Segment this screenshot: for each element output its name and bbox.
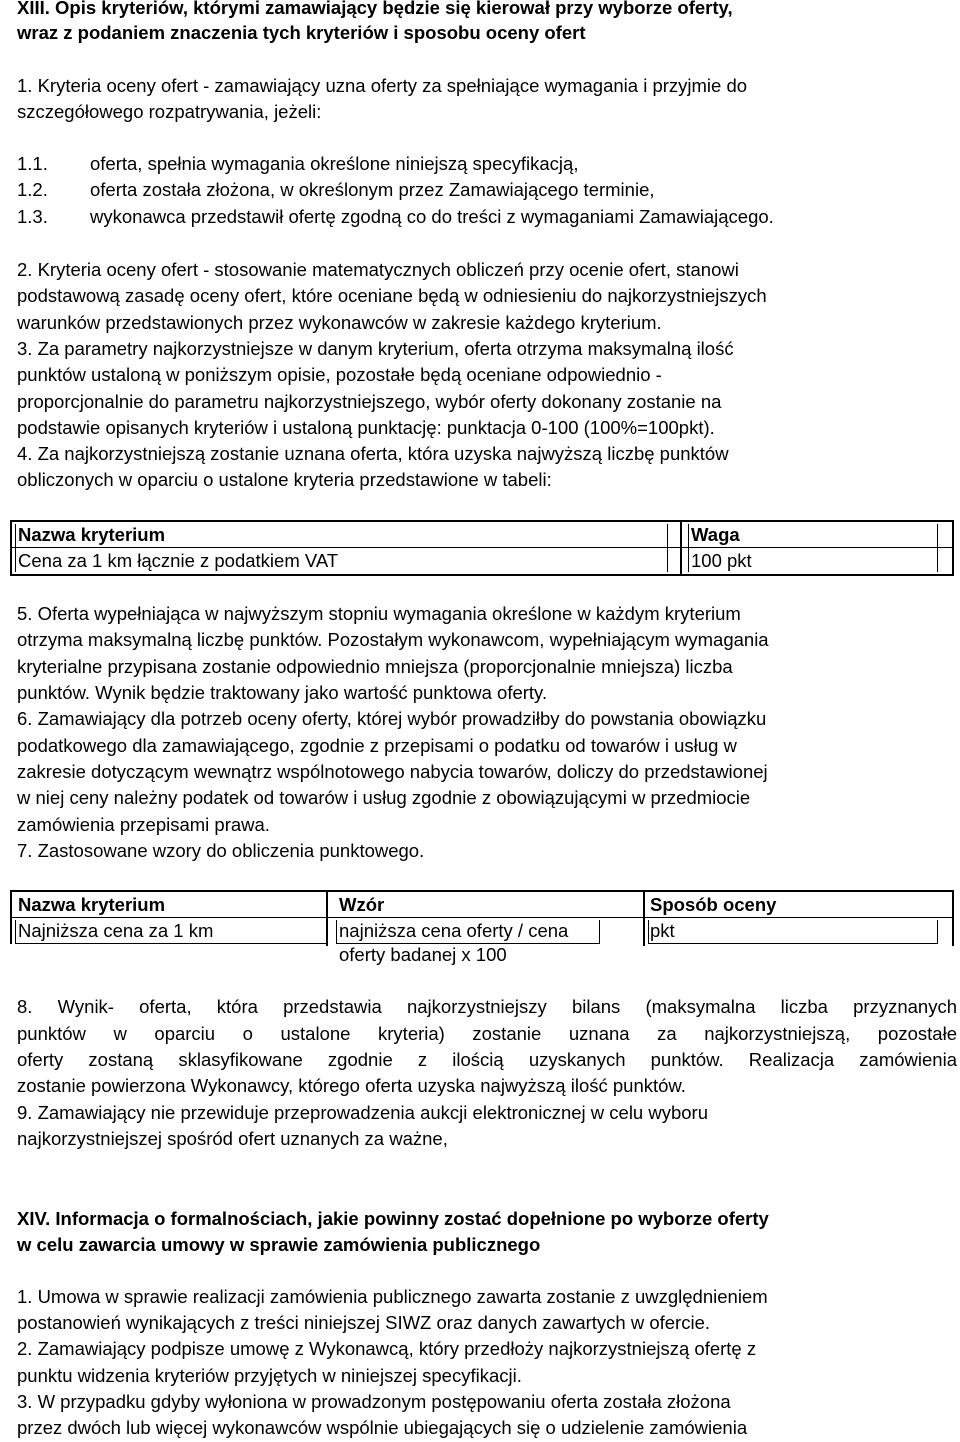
paragraph-8-line-4: zostanie powierzona Wykonawcy, którego oferta uzyska najwyższą ilość punktów. <box>17 1075 686 1096</box>
table-border <box>952 890 954 946</box>
table-border <box>15 920 16 944</box>
table-cell-formula-continued: oferty badanej x 100 <box>339 944 507 965</box>
paragraph-9-line-1: 9. Zamawiający nie przewiduje przeprowadzenia aukcji elektronicznej w celu wyboru <box>17 1102 708 1123</box>
sub-item-number: 1.1. <box>17 153 48 174</box>
section-14-item-3-line-1: 3. W przypadku gdyby wyłoniona w prowadzonym postępowaniu oferta została złożona <box>17 1391 731 1412</box>
paragraph-4-line-2: obliczonych w oparciu o ustalone kryteria przedstawione w tabeli: <box>17 469 552 490</box>
table-header-scoring: Sposób oceny <box>650 894 777 915</box>
section-13-heading-line-2: wraz z podaniem znaczenia tych kryteriów i sposobu oceny ofert <box>17 22 586 43</box>
table-border <box>648 920 649 944</box>
section-13-heading-line-1: XIII. Opis kryteriów, którymi zamawiający będzie się kierował przy wyborze oferty, <box>17 0 733 18</box>
sub-item-1-1 <box>17 153 578 175</box>
section-14-item-3-line-2: przez dwóch lub więcej wykonawców wspólnie ubiegających się o udzielenie zamówienia <box>17 1417 748 1438</box>
section-14-heading-line-1: XIV. Informacja o formalnościach, jakie powinny zostać dopełnione po wyborze oferty <box>17 1208 769 1229</box>
paragraph-3-line-2: punktów ustaloną w poniższym opisie, pozostałe będą oceniane odpowiednio - <box>17 364 662 385</box>
table-header-formula: Wzór <box>339 894 385 915</box>
table-border <box>326 890 328 946</box>
paragraph-6-line-5: zamówienia przepisami prawa. <box>17 814 270 835</box>
section-14-heading-line-2: w celu zawarcia umowy w sprawie zamówienia publicznego <box>17 1234 541 1255</box>
paragraph-7: 7. Zastosowane wzory do obliczenia punktowego. <box>17 840 425 861</box>
sub-item-1-3 <box>17 206 774 228</box>
table-cell-formula: najniższa cena oferty / cena <box>339 920 569 941</box>
paragraph-5-line-4: punktów. Wynik będzie traktowany jako wartość punktowa oferty. <box>17 682 548 703</box>
table-border <box>648 943 938 944</box>
table-border <box>10 890 12 944</box>
paragraph-1-line-1: 1. Kryteria oceny ofert - zamawiający uzna oferty za spełniające wymagania i przyjmie do <box>17 75 748 96</box>
paragraph-6-line-3: zakresie dotyczącym wewnątrz wspólnotowego nabycia towarów, doliczy do przedstawionej <box>17 761 768 782</box>
paragraph-3-line-4: podstawie opisanych kryteriów i ustaloną punktację: punktacja 0-100 (100%=100pkt). <box>17 417 715 438</box>
table-border <box>10 547 954 548</box>
table-cell-criterion: Najniższa cena za 1 km <box>18 920 214 941</box>
table-border <box>336 920 337 944</box>
table-border <box>15 524 16 572</box>
paragraph-8-line-1: 8. Wynik- oferta, która przedstawia najkorzystniejszy bilans (maksymalna liczba przyznanych <box>17 996 957 1017</box>
paragraph-4-line-1: 4. Za najkorzystniejszą zostanie uznana oferta, która uzyska najwyższą liczbę punktów <box>17 443 729 464</box>
table-border <box>10 520 12 576</box>
table-cell-weight: 100 pkt <box>691 550 752 571</box>
paragraph-9-line-2: najkorzystniejszej spośród ofert uznanych za ważne, <box>17 1128 448 1149</box>
sub-item-number: 1.2. <box>17 179 48 200</box>
paragraph-6-line-2: podatkowego dla zamawiającego, zgodnie z przepisami o podatku od towarów i usług w <box>17 735 737 756</box>
sub-item-text: oferta, spełnia wymagania określone niniejszą specyfikacją, <box>90 153 579 174</box>
sub-item-text: wykonawca przedstawił ofertę zgodną co do treści z wymaganiami Zamawiającego. <box>90 206 774 227</box>
section-14-item-2-line-1: 2. Zamawiający podpisze umowę z Wykonawcą, który przedłoży najkorzystniejszą ofertę z <box>17 1338 757 1359</box>
table-border <box>15 943 326 944</box>
table-cell-criterion: Cena za 1 km łącznie z podatkiem VAT <box>18 550 339 571</box>
paragraph-2-line-1: 2. Kryteria oceny ofert - stosowanie matematycznych obliczeń przy ocenie ofert, stanowi <box>17 259 739 280</box>
table-border <box>680 520 682 576</box>
section-14-item-1-line-2: postanowień wynikających z treści niniejszej SIWZ oraz danych zawartych w ofercie. <box>17 1312 711 1333</box>
paragraph-2-line-3: warunków przedstawionych przez wykonawców w zakresie każdego kryterium. <box>17 312 662 333</box>
paragraph-6-line-4: w niej ceny należny podatek od towarów i usług zgodnie z obowiązującymi w przedmiocie <box>17 787 751 808</box>
table-header-criterion: Nazwa kryterium <box>18 894 166 915</box>
paragraph-3-line-3: proporcjonalnie do parametru najkorzystniejszego, wybór oferty dokonany zostanie na <box>17 391 722 412</box>
section-14-item-2-line-2: punktu widzenia kryteriów przyjętych w niniejszej specyfikacji. <box>17 1365 522 1386</box>
sub-item-1-2 <box>17 179 655 201</box>
section-14-item-1-line-1: 1. Umowa w sprawie realizacji zamówienia publicznego zawarta zostanie z uwzględnieniem <box>17 1286 768 1307</box>
table-border <box>667 524 668 572</box>
table-border <box>937 920 938 944</box>
sub-item-text: oferta została złożona, w określonym przez Zamawiającego terminie, <box>90 179 655 200</box>
table-border <box>643 890 645 946</box>
paragraph-5-line-1: 5. Oferta wypełniająca w najwyższym stopniu wymagania określone w każdym kryterium <box>17 603 741 624</box>
table-header-criterion: Nazwa kryterium <box>18 524 166 545</box>
paragraph-2-line-2: podstawową zasadę oceny ofert, które oceniane będą w odniesieniu do najkorzystniejszych <box>17 285 767 306</box>
table-header-weight: Waga <box>691 524 740 545</box>
sub-item-number: 1.3. <box>17 206 48 227</box>
paragraph-6-line-1: 6. Zamawiający dla potrzeb oceny oferty, której wybór prowadziłby do powstania obowiązku <box>17 708 767 729</box>
table-border <box>10 574 954 576</box>
table-border <box>10 917 954 918</box>
table-border <box>952 520 954 576</box>
table-border <box>10 890 954 892</box>
paragraph-8-line-3: oferty zostaną sklasyfikowane zgodnie z ilością uzyskanych punktów. Realizacja zamówienia <box>17 1049 957 1070</box>
paragraph-5-line-3: kryterialne przypisana zostanie odpowiednio mniejsza (proporcjonalnie mniejsza) liczba <box>17 656 733 677</box>
table-border <box>937 524 938 572</box>
table-border <box>688 524 689 572</box>
table-cell-scoring: pkt <box>650 920 675 941</box>
paragraph-1-line-2: szczegółowego rozpatrywania, jeżeli: <box>17 101 322 122</box>
paragraph-8-line-2: punktów w oparciu o ustalone kryteria) zostanie uznana za najkorzystniejszą, pozostałe <box>17 1023 957 1044</box>
paragraph-3-line-1: 3. Za parametry najkorzystniejsze w danym kryterium, oferta otrzyma maksymalną ilość <box>17 338 734 359</box>
table-border <box>10 520 954 522</box>
table-border <box>599 920 600 944</box>
paragraph-5-line-2: otrzyma maksymalną liczbę punktów. Pozostałym wykonawcom, wypełniającym wymagania <box>17 629 769 650</box>
